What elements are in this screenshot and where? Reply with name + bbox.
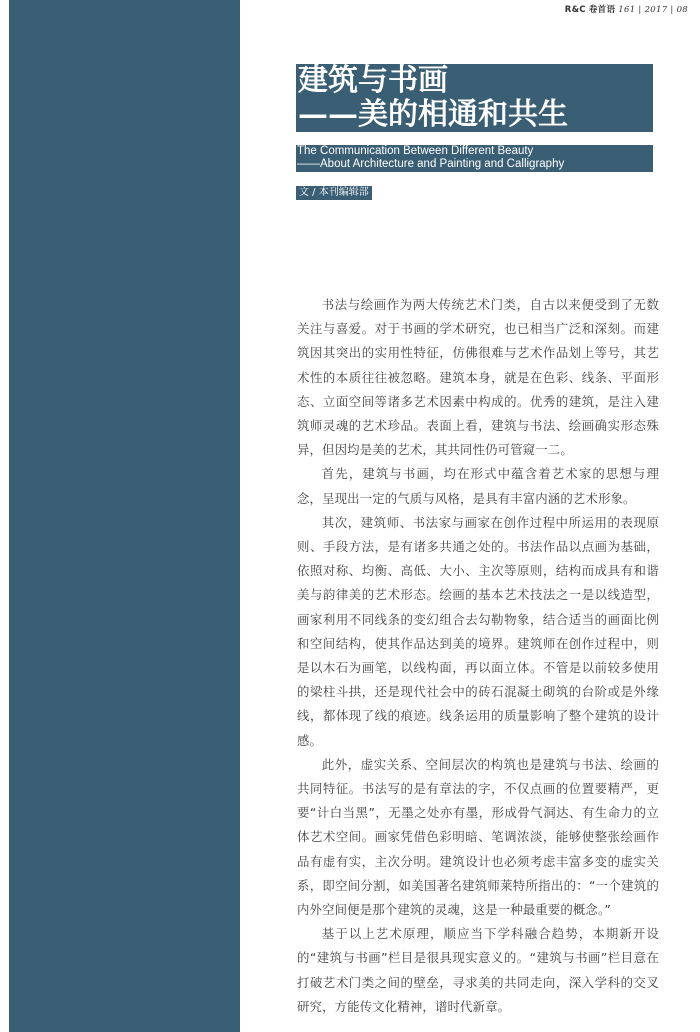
english-subtitle-line-2: ——About Architecture and Painting and Calligraphy bbox=[297, 158, 565, 170]
english-subtitle-line-1: The Communication Between Different Beauty bbox=[297, 145, 534, 157]
issue-info: 161 | 2017 | 08 bbox=[618, 5, 688, 15]
publication-logo: R&C bbox=[564, 5, 586, 15]
paragraph-5: 基于以上艺术原理，顺应当下学科融合趋势，本期新开设的“建筑与书画”栏目是很具现实意义的。“建筑与书画”栏目意在打破艺术门类之间的壁垒，寻求美的共同走向，深入学科的交叉研究，方能传文化精神，谱时代新章。 bbox=[297, 926, 659, 1014]
title-line-2: ——美的相通和共生 bbox=[298, 97, 568, 132]
title-block bbox=[296, 64, 653, 132]
page-header bbox=[565, 3, 688, 15]
paragraph-1: 书法与绘画作为两大传统艺术门类，自古以来便受到了无数关注与喜爱。对于书画的学术研究，也已相当广泛和深刻。而建筑因其突出的实用性特征，仿佛很难与艺术作品划上等号，其艺术性的本质往往被忽略。建筑本身，就是在色彩、线条、平面形态、立面空间等诸多艺术因素中构成的。优秀的建筑，是注入建筑师灵魂的艺术珍品。表面上看，建筑与书法、绘画确实形态殊异，但因均是美的艺术，其共同性仍可管窥一二。 bbox=[297, 297, 659, 458]
english-subtitle-block bbox=[296, 145, 653, 172]
article-body bbox=[297, 293, 659, 1019]
paragraph-4: 此外，虚实关系、空间层次的构筑也是建筑与书法、绘画的共同特征。书法写的是有章法的字，不仅点画的位置要精严，更要“计白当黑”，无墨之处亦有墨，形成骨气洞达、有生命力的立体艺术空间。画家凭借色彩明暗、笔调浓淡，能够使整张绘画作品有虚有实，主次分明。建筑设计也必须考虑丰富多变的虚实关系，即空间分割，如美国著名建筑师莱特所指出的：“一个建筑的内外空间便是那个建筑的灵魂，这是一种最重要的概念。” bbox=[297, 756, 659, 918]
byline: 文 / 本刊编辑部 bbox=[296, 186, 372, 200]
title-line-1: 建筑与书画 bbox=[298, 63, 448, 98]
side-color-band bbox=[9, 0, 240, 1032]
paragraph-2: 首先，建筑与书画，均在形式中蕴含着艺术家的思想与理念，呈现出一定的气质与风格，是具有丰富内涵的艺术形象。 bbox=[297, 466, 659, 506]
section-label: 卷首语 bbox=[588, 5, 616, 15]
paragraph-3: 其次，建筑师、书法家与画家在创作过程中所运用的表现原则、手段方法，是有诸多共通之处的。书法作品以点画为基础，依照对称、均衡、高低、大小、主次等原则，结构而成具有和谐美与韵律美的艺术形态。绘画的基本艺术技法之一是以线造型，画家利用不同线条的变幻组合去勾勒物象，结合适当的画面比例和空间结构，使其作品达到美的境界。建筑师在创作过程中，则是以木石为画笔，以线构面，再以面立体。不管是以前较多使用的梁柱斗拱，还是现代社会中的砖石混凝土砌筑的台阶或是外缘线，都体现了线的痕迹。线条运用的质量影响了整个建筑的设计感。 bbox=[297, 514, 659, 748]
